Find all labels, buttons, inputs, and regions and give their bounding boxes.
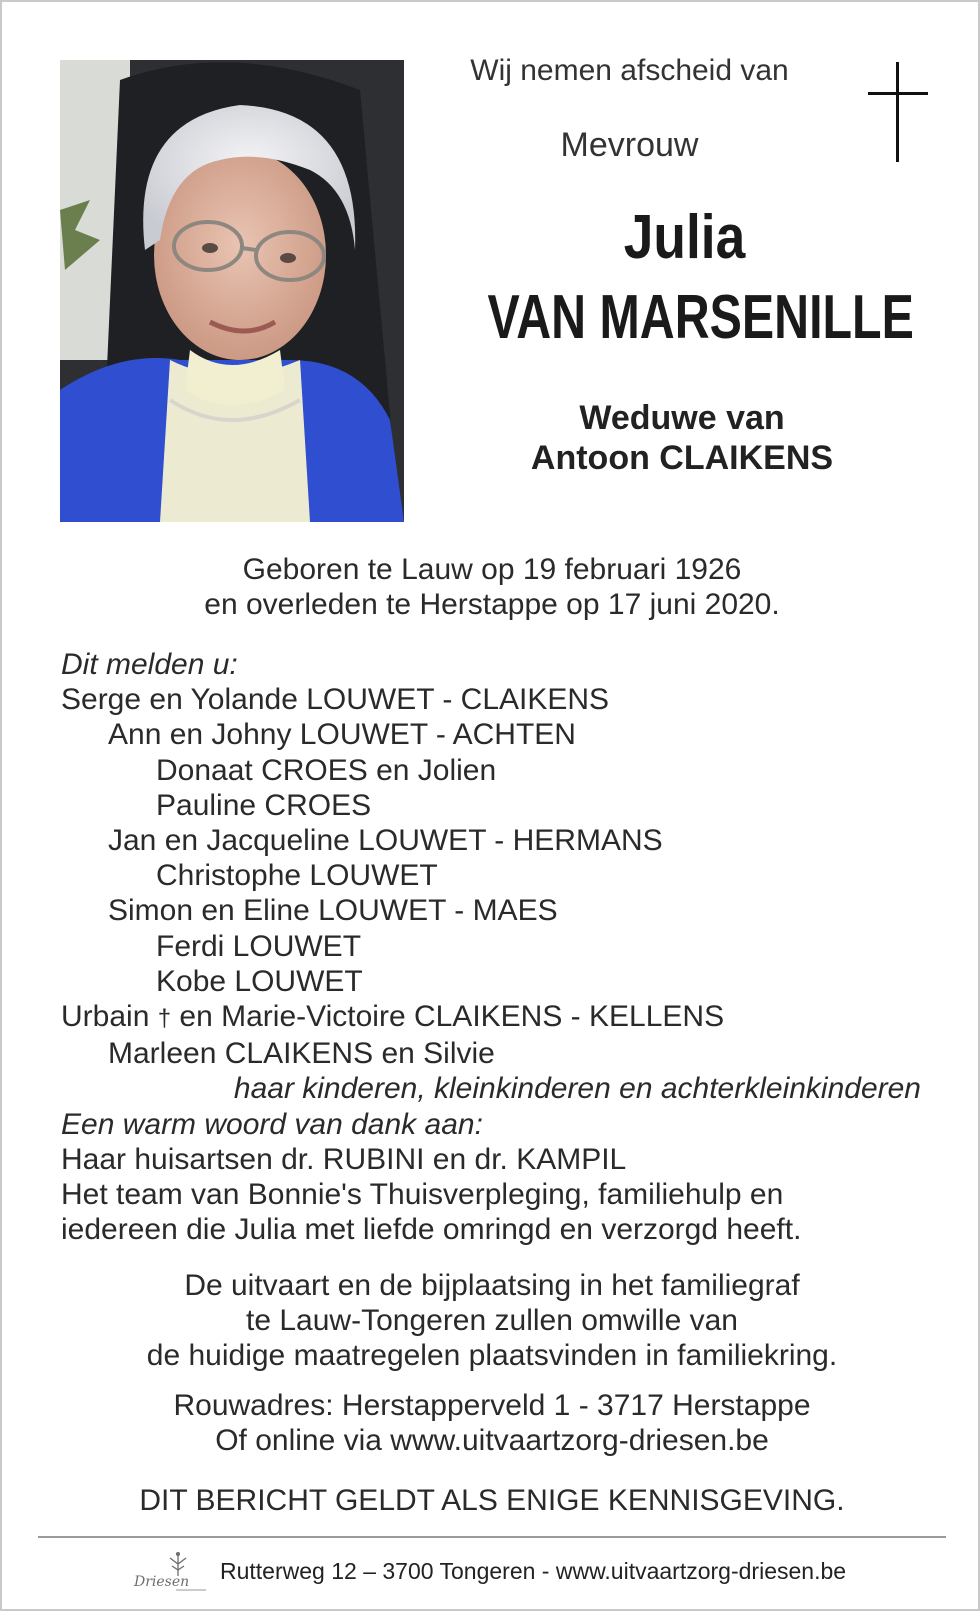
portrait-illustration	[60, 60, 404, 522]
family-name: en Marie-Victoire CLAIKENS - KELLENS	[179, 1000, 725, 1034]
first-name: Julia	[623, 203, 746, 272]
family-name: Urbain	[61, 1000, 150, 1034]
cross-icon	[868, 62, 928, 162]
mourning-address	[42, 1388, 942, 1458]
widow-of	[482, 398, 882, 478]
address-line: Rouwadres: Herstapperveld 1 - 3717 Herstappe	[173, 1389, 811, 1422]
family-line: Donaat CROES en Jolien	[156, 753, 497, 787]
family-line: Ferdi LOUWET	[156, 929, 362, 963]
birth-death-dates	[42, 552, 942, 622]
family-line: Serge en Yolande LOUWET - CLAIKENS	[61, 683, 610, 717]
family-line: Ann en Johny LOUWET - ACHTEN	[108, 718, 576, 752]
widow-line-1: Weduwe van	[579, 399, 785, 437]
family-line: Jan en Jacqueline LOUWET - HERMANS	[108, 824, 663, 858]
family-list	[61, 647, 941, 1247]
divider	[38, 1536, 946, 1538]
footer-contact: Rutterweg 12 – 3700 Tongeren - www.uitvaartzorg-driesen.be	[220, 1558, 847, 1584]
intro-text: Wij nemen afscheid van	[470, 54, 789, 87]
thanks-line: Het team van Bonnie's Thuisverpleging, familiehulp en	[61, 1178, 784, 1212]
honorific: Mevrouw	[560, 126, 699, 164]
thanks-line: Haar huisartsen dr. RUBINI en dr. KAMPIL	[61, 1142, 627, 1176]
funeral-line: De uitvaart en de bijplaatsing in het familiegraf	[184, 1269, 800, 1302]
logo-text: Driesen	[134, 1574, 190, 1590]
thanks-intro: Een warm woord van dank aan:	[61, 1107, 483, 1141]
funeral-line: te Lauw-Tongeren zullen omwille van	[246, 1304, 738, 1337]
online-line: Of online via www.uitvaartzorg-driesen.be	[215, 1424, 769, 1457]
relation-line: haar kinderen, kleinkinderen en achterkleinkinderen	[233, 1072, 921, 1106]
deceased-cross-icon: †	[157, 1005, 172, 1033]
family-line: Marleen CLAIKENS en Silvie	[108, 1037, 495, 1071]
thanks-line: iedereen die Julia met liefde omringd en verzorgd heeft.	[61, 1213, 802, 1247]
notice: DIT BERICHT GELDT ALS ENIGE KENNISGEVING.	[139, 1484, 845, 1517]
family-line: Pauline CROES	[156, 788, 372, 822]
family-line: Christophe LOUWET	[156, 859, 438, 893]
death-line: en overleden te Herstappe op 17 juni 2020.	[204, 588, 780, 621]
family-line	[61, 999, 941, 1036]
funeral-info	[42, 1268, 942, 1373]
driesen-logo-icon	[130, 1550, 210, 1600]
last-name: VAN MARSENILLE	[487, 283, 914, 352]
birth-line: Geboren te Lauw op 19 februari 1926	[242, 553, 742, 586]
portrait-photo	[60, 60, 404, 522]
announcers-intro: Dit melden u:	[61, 648, 238, 681]
widow-line-2: Antoon CLAIKENS	[530, 439, 834, 477]
family-line: Simon en Eline LOUWET - MAES	[108, 894, 558, 928]
family-line: Kobe LOUWET	[156, 964, 363, 998]
funeral-line: de huidige maatregelen plaatsvinden in familiekring.	[146, 1339, 838, 1372]
